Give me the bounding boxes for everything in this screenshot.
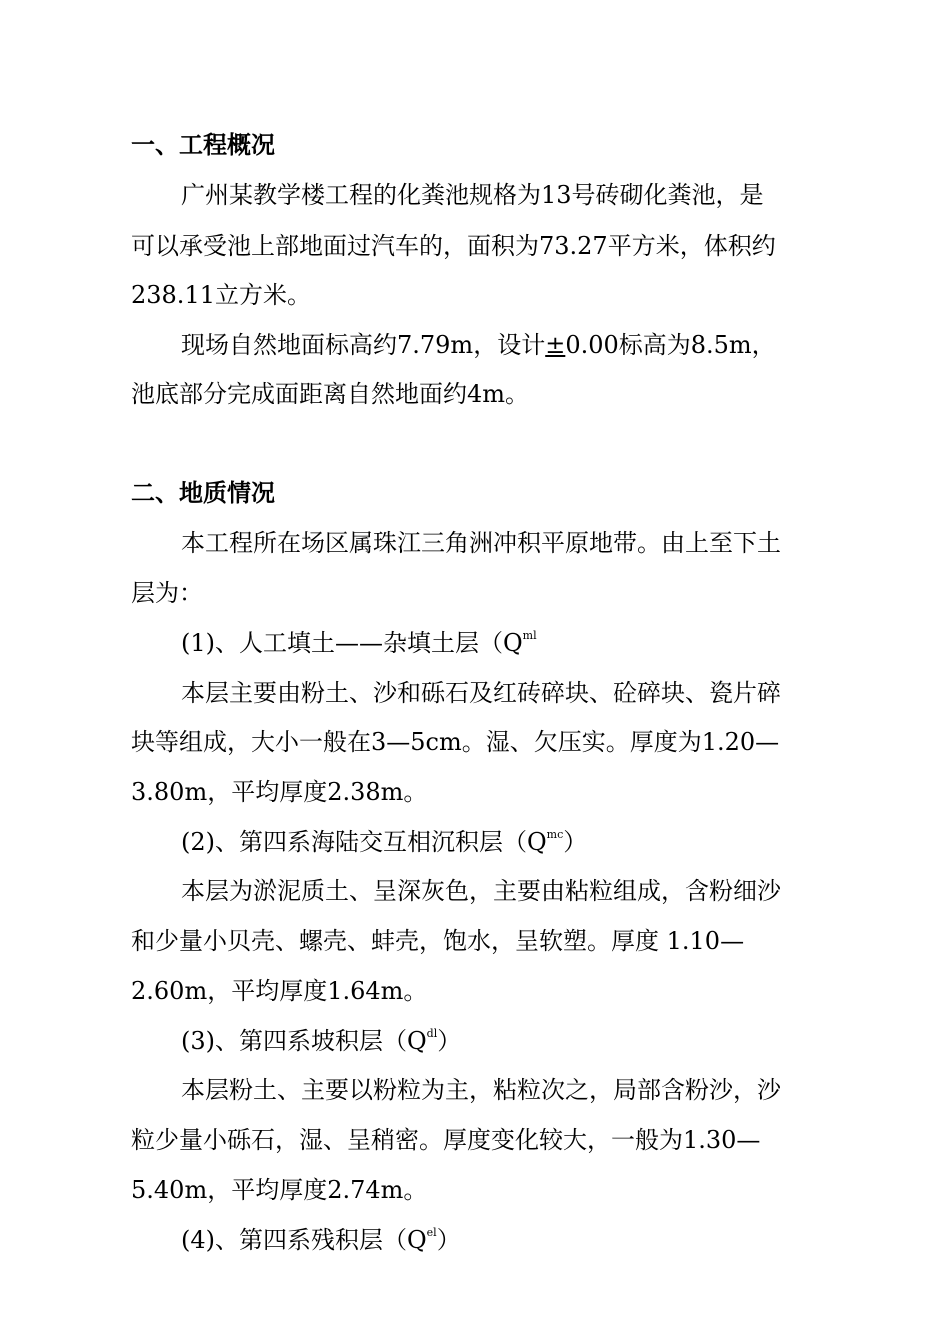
- layer-3-desc-line1: 本层粉土、主要以粉粒为主，粘粒次之，局部含粉沙，沙: [181, 1076, 781, 1104]
- layer-3-desc-line2: 粒少量小砾石，湿、呈稍密。厚度变化较大，一般为1.30—: [131, 1126, 761, 1154]
- layer-1-desc-line1: 本层主要由粉土、沙和砾石及红砖碎块、砼碎块、瓷片碎: [181, 679, 781, 707]
- section1-p1-line1: 广州某教学楼工程的化粪池规格为13号砖砌化粪池，是: [181, 181, 764, 209]
- layer-1-desc-line3: 3.80m，平均厚度2.38m。: [131, 778, 428, 806]
- layer-3-symbol-sup: dl: [426, 1027, 438, 1040]
- section1-p1-line2: 可以承受池上部地面过汽车的，面积为73.27平方米，体积约: [131, 232, 776, 260]
- layer-3-title: (3)、第四系坡积层$(Q^{dl})$: [181, 1027, 462, 1055]
- layer-2-symbol-sup: mc: [546, 828, 564, 841]
- layer-2-title: (2)、第四系海陆交互相沉积层$(Q^{mc})$: [181, 828, 588, 856]
- section1-p2-line1: [181, 329, 776, 361]
- section2-intro-line2: 层为：: [131, 579, 203, 607]
- section2-intro-line1: 本工程所在场区属珠江三角洲冲积平原地带。由上至下土: [181, 529, 781, 557]
- layer-2-desc-line3: 2.60m，平均厚度1.64m。: [131, 977, 428, 1005]
- section1-heading: 一、工程概况: [131, 131, 275, 159]
- layer-3-desc-line3: 5.40m，平均厚度2.74m。: [131, 1176, 428, 1204]
- plus-minus-sign: ±: [545, 331, 566, 359]
- layer-4-title: (4)、第四系残积层$(Q^{el})$: [181, 1226, 461, 1254]
- section2-heading: 二、地质情况: [131, 479, 275, 507]
- layer-4-symbol-sup: el: [426, 1226, 437, 1239]
- section1-p2-text-a: 现场自然地面标高约7.79m，设计: [181, 331, 546, 359]
- section1-p2-line2: 池底部分完成面距离自然地面约4m。: [131, 380, 530, 408]
- section1-p1-line3: 238.11立方米。: [131, 281, 311, 309]
- layer-2-desc-line1: 本层为淤泥质土、呈深灰色，主要由粘粒组成，含粉细沙: [181, 877, 781, 905]
- layer-2-desc-line2: 和少量小贝壳、螺壳、蚌壳，饱水，呈软塑。厚度 1.10—: [131, 927, 745, 955]
- layer-1-title: (1)、人工填土——杂填土层（$Q^{ml}$: [181, 629, 537, 657]
- layer-1-desc-line2: 块等组成，大小一般在3—5cm。湿、欠压实。厚度为1.20—: [131, 728, 780, 756]
- layer-1-symbol-sup: ml: [522, 629, 537, 642]
- section1-p2-text-b: 0.00标高为8.5m，: [565, 331, 776, 359]
